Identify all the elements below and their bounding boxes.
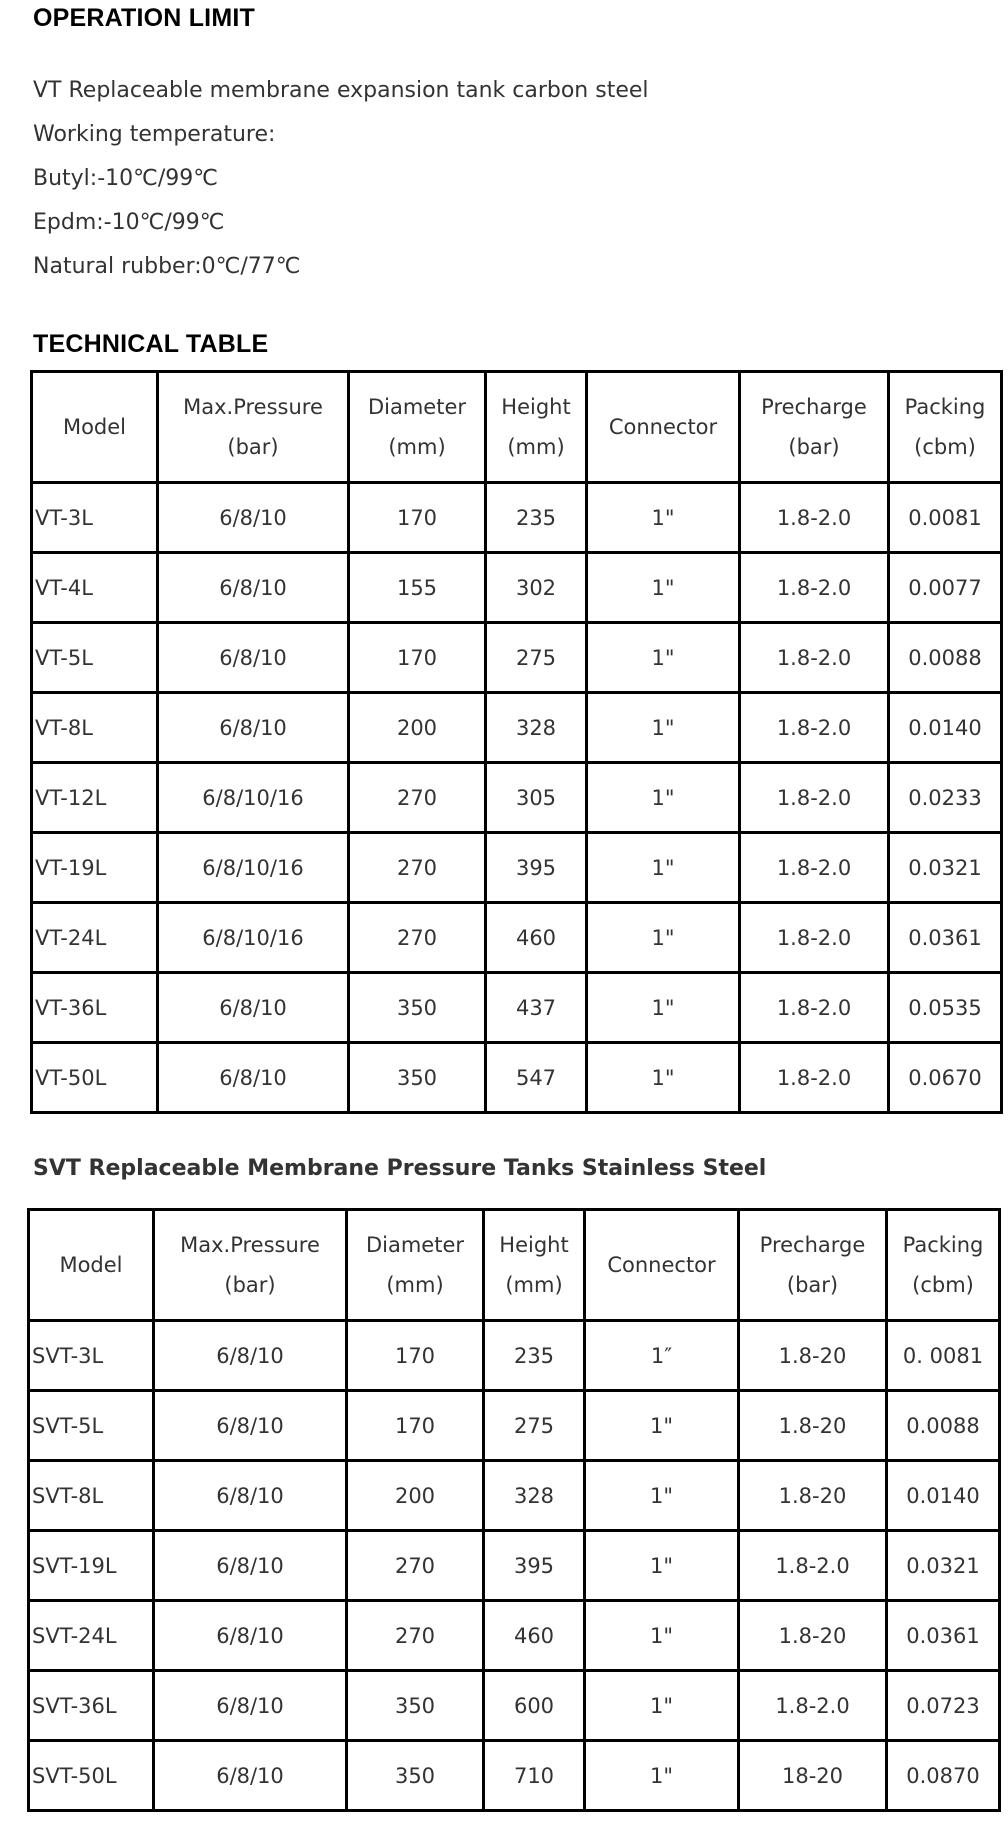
table-cell: 6/8/10 [158,483,349,553]
table-cell: 350 [347,1671,484,1741]
model-cell: VT-5L [32,623,158,693]
column-header [740,372,889,483]
column-header-text: Max.Pressure [180,1233,320,1257]
table-cell: 1" [585,1601,739,1671]
column-header [484,1210,585,1321]
table-row [32,623,1002,693]
table-cell: 437 [486,973,587,1043]
table-cell: 302 [486,553,587,623]
table-cell: 18-20 [739,1741,887,1811]
model-cell: VT-24L [32,903,158,973]
table-cell: 0.0081 [889,483,1002,553]
table-row [32,483,1002,553]
header-row [29,1210,1000,1321]
table-cell: 275 [484,1391,585,1461]
column-header-text: Connector [608,415,718,439]
table-cell: 1.8-2.0 [740,693,889,763]
table-cell: 1" [585,1671,739,1741]
column-header-text: (mm) [507,435,565,459]
table-cell: 1" [587,903,740,973]
table-row [32,763,1002,833]
table-cell: 6/8/10 [154,1601,347,1671]
table-cell: 0.0233 [889,763,1002,833]
table-cell: 0.0077 [889,553,1002,623]
table-cell: 0.0321 [887,1531,1000,1601]
table-cell: 1.8-2.0 [740,903,889,973]
model-cell: VT-36L [32,973,158,1043]
table-cell: 170 [347,1391,484,1461]
table-row [32,973,1002,1043]
column-header-text: Model [62,415,127,439]
column-header [349,372,486,483]
table-cell: 1" [585,1531,739,1601]
table-cell: 600 [484,1671,585,1741]
table-row [29,1531,1000,1601]
model-cell: VT-19L [32,833,158,903]
table-cell: 6/8/10/16 [158,833,349,903]
column-header [587,372,740,483]
column-header-text: Diameter [367,395,467,419]
column-header [887,1210,1000,1321]
table-cell: 0.0088 [889,623,1002,693]
column-header-text: Diameter [365,1233,465,1257]
table-cell: 328 [484,1461,585,1531]
column-header-text: Packing [902,1233,984,1257]
table-body [29,1321,1000,1811]
column-header-text: Max.Pressure [183,395,323,419]
svt-technical-table [27,1208,1001,1812]
table-cell: 270 [349,763,486,833]
table-cell: 1.8-2.0 [740,833,889,903]
table-cell: 270 [349,833,486,903]
table-cell: 547 [486,1043,587,1113]
model-cell: VT-50L [32,1043,158,1113]
column-header-text: Height [501,395,571,419]
table-cell: 6/8/10 [154,1741,347,1811]
table-body [32,483,1002,1113]
table-cell: 200 [349,693,486,763]
table-cell: 1" [585,1461,739,1531]
model-cell: VT-4L [32,553,158,623]
model-cell: SVT-36L [29,1671,154,1741]
table-header [32,372,1002,483]
table-cell: 1" [587,833,740,903]
model-cell: SVT-19L [29,1531,154,1601]
table-cell: 170 [347,1321,484,1391]
epdm-temperature: Epdm:-10℃/99℃ [33,210,225,235]
column-header-text: (mm) [386,1273,444,1297]
table-cell: 6/8/10 [158,553,349,623]
table-cell: 0.0361 [887,1601,1000,1671]
table-cell: 200 [347,1461,484,1531]
column-header [889,372,1002,483]
table-cell: 460 [484,1601,585,1671]
table-cell: 6/8/10 [154,1531,347,1601]
table-cell: 1.8-2.0 [740,483,889,553]
table-cell: 1.8-20 [739,1391,887,1461]
model-cell: SVT-50L [29,1741,154,1811]
table-cell: 1" [587,1043,740,1113]
table-cell: 235 [486,483,587,553]
product-description: VT Replaceable membrane expansion tank carbon steel [33,78,649,103]
technical-table-heading: TECHNICAL TABLE [33,330,269,358]
table-cell: 6/8/10 [158,623,349,693]
header-row [32,372,1002,483]
table-cell: 0.0670 [889,1043,1002,1113]
table-row [32,903,1002,973]
table-row [29,1461,1000,1531]
column-header [32,372,158,483]
table-cell: 350 [349,1043,486,1113]
column-header [347,1210,484,1321]
table-cell: 395 [484,1531,585,1601]
column-header-text: (bar) [788,435,840,459]
column-header [585,1210,739,1321]
column-header [739,1210,887,1321]
table-row [32,693,1002,763]
table-cell: 1.8-2.0 [740,553,889,623]
table-cell: 1″ [585,1321,739,1391]
table-cell: 0.0870 [887,1741,1000,1811]
table-row [29,1601,1000,1671]
column-header-text: Model [59,1253,123,1277]
column-header-text: Connector [607,1253,716,1277]
table-cell: 1" [587,693,740,763]
table-row [32,1043,1002,1113]
table-row [32,553,1002,623]
butyl-temperature: Butyl:-10℃/99℃ [33,166,218,191]
table-cell: 1" [587,483,740,553]
column-header-text: Packing [904,395,986,419]
column-header-text: (bar) [227,435,279,459]
table-cell: 1" [585,1741,739,1811]
table-cell: 710 [484,1741,585,1811]
table-cell: 270 [347,1601,484,1671]
table-cell: 155 [349,553,486,623]
table-cell: 1.8-2.0 [739,1671,887,1741]
operation-limit-heading: OPERATION LIMIT [33,4,255,32]
table-cell: 460 [486,903,587,973]
table-cell: 275 [486,623,587,693]
table-cell: 170 [349,623,486,693]
table-row [29,1321,1000,1391]
model-cell: SVT-5L [29,1391,154,1461]
table-cell: 1.8-2.0 [740,973,889,1043]
model-cell: SVT-8L [29,1461,154,1531]
column-header-text: (cbm) [914,435,976,459]
table-cell: 6/8/10/16 [158,903,349,973]
table-cell: 1.8-20 [739,1321,887,1391]
table-cell: 270 [347,1531,484,1601]
table-cell: 6/8/10 [154,1671,347,1741]
table-cell: 0. 0081 [887,1321,1000,1391]
table-cell: 1" [587,973,740,1043]
table-cell: 305 [486,763,587,833]
table-cell: 1.8-20 [739,1601,887,1671]
natural-rubber-temperature: Natural rubber:0℃/77℃ [33,254,301,279]
column-header-text: Precharge [761,395,867,419]
table-cell: 6/8/10 [158,693,349,763]
column-header-text: Height [499,1233,569,1257]
column-header-text: (mm) [388,435,446,459]
table-row [29,1671,1000,1741]
table-row [29,1741,1000,1811]
table-cell: 0.0088 [887,1391,1000,1461]
column-header-text: (mm) [505,1273,563,1297]
table-cell: 0.0140 [889,693,1002,763]
vt-technical-table [30,370,1003,1114]
working-temperature-label: Working temperature: [33,122,276,147]
table-cell: 0.0321 [889,833,1002,903]
table-cell: 350 [347,1741,484,1811]
table-cell: 6/8/10 [154,1461,347,1531]
table-cell: 0.0361 [889,903,1002,973]
svt-table-heading: SVT Replaceable Membrane Pressure Tanks Stainless Steel [33,1156,767,1181]
table-cell: 1" [585,1391,739,1461]
table-cell: 1.8-2.0 [740,1043,889,1113]
column-header-text: (cbm) [912,1273,974,1297]
table-cell: 0.0723 [887,1671,1000,1741]
table-cell: 1" [587,763,740,833]
table-cell: 270 [349,903,486,973]
table-cell: 6/8/10 [154,1391,347,1461]
model-cell: VT-8L [32,693,158,763]
column-header-text: (bar) [224,1273,276,1297]
table-cell: 235 [484,1321,585,1391]
column-header-text: (bar) [786,1273,839,1297]
table-cell: 1.8-2.0 [740,763,889,833]
table-cell: 6/8/10 [154,1321,347,1391]
table-cell: 6/8/10/16 [158,763,349,833]
table-cell: 350 [349,973,486,1043]
table-cell: 1.8-2.0 [739,1531,887,1601]
column-header-text: Precharge [759,1233,866,1257]
table-cell: 1" [587,553,740,623]
model-cell: SVT-3L [29,1321,154,1391]
column-header [154,1210,347,1321]
table-cell: 6/8/10 [158,973,349,1043]
table-cell: 328 [486,693,587,763]
column-header [158,372,349,483]
model-cell: VT-12L [32,763,158,833]
table-cell: 1.8-20 [739,1461,887,1531]
table-row [32,833,1002,903]
table-cell: 0.0535 [889,973,1002,1043]
table-cell: 395 [486,833,587,903]
table-cell: 6/8/10 [158,1043,349,1113]
column-header [486,372,587,483]
table-header [29,1210,1000,1321]
column-header [29,1210,154,1321]
model-cell: VT-3L [32,483,158,553]
table-cell: 1.8-2.0 [740,623,889,693]
table-row [29,1391,1000,1461]
table-cell: 0.0140 [887,1461,1000,1531]
table-cell: 1" [587,623,740,693]
model-cell: SVT-24L [29,1601,154,1671]
table-cell: 170 [349,483,486,553]
